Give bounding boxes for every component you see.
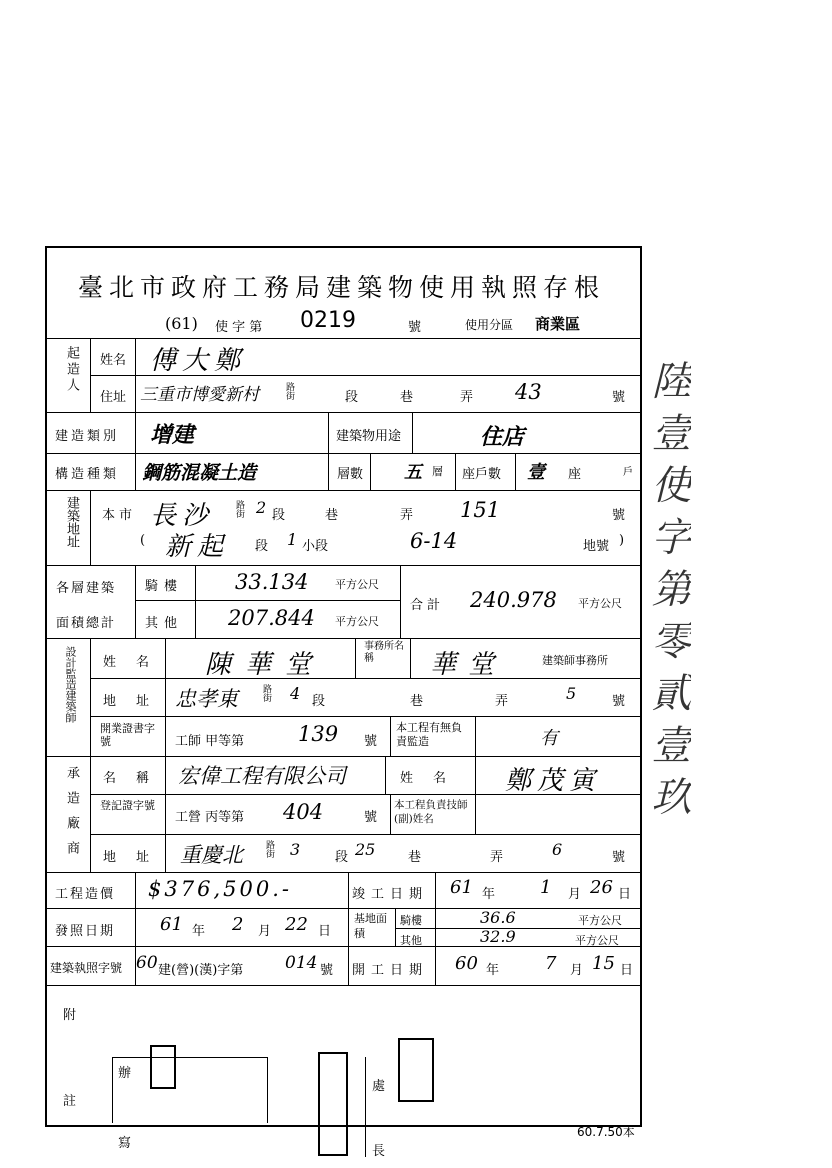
area-arcade-label: 騎樓 [145, 579, 184, 594]
base-other-value: 32.9 [480, 927, 516, 946]
document-title: 臺北市政府工務局建築物使用執照存根 [78, 273, 606, 302]
builder-addr-value: 三重市博愛新村 [140, 385, 259, 405]
start-nian: 年 [486, 963, 500, 978]
cost-value: $376,500.- [148, 877, 292, 901]
col-builder-label [135, 338, 136, 412]
site-lot-open: ( [140, 533, 146, 548]
contractor-reg-prefix: 工營 丙等第 [175, 810, 245, 825]
builder-name-label: 姓名 [100, 353, 127, 368]
base-other-label: 其他 [400, 934, 422, 947]
col-completion-label [348, 872, 349, 908]
site-road-value: 長沙 [150, 501, 215, 531]
designer-office-label: 事務所名稱 [364, 641, 404, 664]
designer-addr-label: 地址 [103, 694, 170, 709]
site-duan: 段 [272, 508, 286, 523]
floors-ceng: 層 [432, 465, 443, 478]
builder-duan: 段 [345, 390, 359, 405]
completion-month: 1 [540, 877, 552, 898]
col-floors-label-2 [370, 453, 371, 490]
issue-day: 22 [285, 914, 308, 935]
col-tech-value [475, 794, 476, 834]
col-start-label [348, 946, 349, 985]
rule-permit-end [45, 985, 640, 986]
col-supervisor-value [475, 716, 476, 756]
area-total-value: 240.978 [470, 588, 557, 612]
site-duan-no: 2 [256, 498, 267, 517]
col-area-total [400, 565, 401, 638]
rule-area-end [45, 638, 640, 639]
col-start-value [435, 946, 436, 985]
site-lot-duan: 段 [255, 539, 269, 554]
designer-xiang: 巷 [410, 694, 424, 709]
stamp-middle [318, 1052, 348, 1156]
contractor-hao: 號 [612, 850, 626, 865]
zone-label: 使用分區 [465, 318, 514, 332]
site-city: 本市 [102, 508, 137, 523]
col-builder-group [90, 338, 91, 412]
designer-duan: 段 [312, 694, 326, 709]
use-value: 住店 [480, 424, 525, 450]
permit-no: 014 [285, 953, 318, 973]
issue-ri: 日 [318, 924, 332, 939]
zone-value: 商業區 [535, 315, 581, 333]
contractor-person-value: 鄭茂寅 [505, 766, 602, 796]
designer-license-no: 139 [298, 722, 339, 746]
col-designer-label [165, 638, 166, 872]
contractor-person-label: 姓名 [400, 771, 467, 786]
col-designer-group [90, 638, 91, 872]
remarks-box-left [112, 1057, 113, 1123]
stamp-right [398, 1038, 434, 1102]
remarks-chu: 處 [372, 1079, 386, 1094]
site-no: 151 [460, 498, 501, 522]
designer-name-label: 姓名 [103, 655, 170, 670]
contractor-xiang-no: 25 [355, 840, 376, 859]
col-area-label [195, 565, 196, 638]
use-label: 建築物用途 [336, 429, 402, 444]
stamp-left [150, 1045, 176, 1089]
category-value: 增建 [150, 422, 195, 448]
site-hao: 號 [612, 508, 626, 523]
completion-year: 61 [450, 877, 473, 898]
builder-name-value: 傅大鄭 [150, 346, 247, 376]
floors-value: 五 [404, 462, 422, 483]
designer-hao: 號 [612, 694, 626, 709]
base-arcade-label: 騎樓 [400, 914, 422, 927]
contractor-road-label: 路街 [264, 840, 274, 858]
site-lot-sub: 1 [287, 530, 298, 549]
site-lot-close: ) [619, 533, 625, 548]
contractor-group-label: 承造廠商 [64, 766, 79, 866]
issue-label: 發照日期 [55, 924, 116, 939]
completion-day: 26 [590, 877, 613, 898]
area-total-unit: 平方公尺 [578, 597, 622, 610]
site-road-label: 路街 [234, 500, 244, 518]
remarks-xie: 寫 [118, 1136, 132, 1151]
col-supervisor-label [390, 716, 391, 756]
remarks-zhu: 註 [63, 1094, 77, 1109]
header-hao: 號 [408, 320, 422, 335]
col-office-value [410, 638, 411, 678]
start-year: 60 [455, 953, 478, 974]
designer-office-suffix: 建築師事務所 [542, 654, 608, 667]
area-group-label-1: 各層建築 [56, 581, 117, 596]
structure-value: 鋼筋混凝土造 [142, 462, 257, 484]
issue-month: 2 [232, 914, 244, 935]
rule-area-mid [135, 600, 400, 601]
remarks-zhang: 長 [372, 1144, 386, 1159]
area-arcade-value: 33.134 [235, 570, 309, 594]
units-hu: 戶 [623, 467, 633, 478]
designer-road-label: 路街 [261, 684, 271, 702]
base-arcade-value: 36.6 [480, 908, 516, 927]
issue-year: 61 [160, 914, 183, 935]
designer-name-value: 陳華堂 [205, 650, 326, 680]
col-person-label [385, 756, 386, 794]
designer-license-hao: 號 [364, 734, 378, 749]
start-yue: 月 [570, 963, 584, 978]
remarks-box-right [267, 1057, 268, 1123]
completion-yue: 月 [568, 887, 582, 902]
completion-ri: 日 [618, 887, 632, 902]
designer-group-label: 設計監造建築師 [64, 646, 77, 723]
permit-word: 建(營)(漢)字第 [158, 963, 244, 978]
units-value: 壹 [527, 462, 545, 483]
rule-base-mid [395, 928, 640, 929]
remarks-fu: 附 [63, 1008, 77, 1023]
site-xiang: 巷 [325, 508, 339, 523]
license-prefix: (61) [165, 314, 198, 333]
area-other-label: 其他 [145, 616, 184, 631]
permit-label: 建築執照字號 [50, 961, 123, 975]
remarks-box-top [112, 1057, 267, 1058]
contractor-reg-hao: 號 [364, 810, 378, 825]
contractor-name-value: 宏偉工程有限公司 [178, 764, 346, 788]
start-label: 開工日期 [352, 963, 429, 978]
completion-label: 竣工日期 [352, 887, 429, 902]
rule-designer-1 [90, 678, 640, 679]
structure-label: 構造種類 [55, 467, 120, 482]
designer-office-value: 華堂 [430, 650, 507, 680]
start-day: 15 [592, 953, 615, 974]
designer-nong: 弄 [495, 694, 509, 709]
license-number: 0219 [300, 308, 356, 333]
rule-contractor-2 [90, 834, 640, 835]
builder-addr-no: 43 [515, 380, 542, 404]
contractor-duan-no: 3 [290, 840, 301, 859]
units-zuo: 座 [568, 467, 582, 482]
contractor-addr-no: 6 [552, 840, 563, 859]
col-tech-label [390, 794, 391, 834]
site-lot-hao: 地號 [583, 539, 610, 554]
col-use-label [328, 412, 329, 490]
cost-label: 工程造價 [55, 887, 116, 902]
contractor-reg-no: 404 [283, 800, 324, 824]
contractor-tech-label: 本工程負責技師(副)姓名 [394, 799, 468, 825]
units-label: 座戶數 [462, 467, 502, 482]
contractor-addr-label: 地址 [103, 850, 170, 865]
builder-nong: 弄 [460, 390, 474, 405]
builder-addr-label: 住址 [100, 390, 127, 405]
designer-license-prefix: 工師 甲等第 [175, 734, 245, 749]
designer-duan-no: 4 [290, 684, 301, 703]
builder-group-label: 起造人 [64, 346, 79, 394]
permit-hao: 號 [320, 963, 334, 978]
area-total-label: 合計 [410, 598, 445, 613]
col-person-value [475, 756, 476, 794]
col-base-sub-2 [435, 908, 436, 946]
site-lot-subduan: 小段 [302, 539, 329, 554]
completion-nian: 年 [482, 887, 496, 902]
contractor-xiang: 巷 [408, 850, 422, 865]
start-month: 7 [545, 953, 557, 974]
remarks-chu-left [365, 1057, 366, 1157]
start-ri: 日 [620, 963, 634, 978]
contractor-duan: 段 [335, 850, 349, 865]
use-word-label: 使 字 第 [215, 320, 263, 335]
form-footnote: 60.7.50本 [577, 1125, 635, 1139]
site-nong: 弄 [400, 508, 414, 523]
area-other-unit: 平方公尺 [335, 615, 379, 628]
site-lot-section: 新起 [165, 532, 230, 562]
base-arcade-unit: 平方公尺 [578, 914, 622, 927]
rule-designer-end [45, 756, 640, 757]
floors-label: 層數 [337, 467, 364, 482]
contractor-reg-label: 登記證字號 [100, 799, 155, 812]
designer-supervisor-value: 有 [540, 728, 558, 749]
area-other-value: 207.844 [228, 606, 315, 630]
contractor-name-label: 名稱 [103, 771, 170, 786]
contractor-nong: 弄 [490, 850, 504, 865]
site-group-label: 建築地址 [64, 496, 79, 548]
col-base-sub [395, 908, 396, 946]
issue-yue: 月 [258, 924, 272, 939]
col-office-label [355, 638, 356, 678]
builder-road-label: 路街 [284, 382, 294, 400]
col-use-label-2 [412, 412, 413, 453]
col-units-label [455, 453, 456, 490]
designer-license-label: 開業證書字號 [100, 722, 155, 748]
designer-addr-no: 5 [566, 684, 577, 703]
col-site-group [90, 490, 91, 565]
builder-xiang: 巷 [400, 390, 414, 405]
base-label: 基地面積 [354, 912, 387, 940]
col-units-label-2 [515, 453, 516, 490]
rule-structure-end [45, 490, 640, 491]
col-area-group [135, 565, 136, 638]
permit-year: 60 [136, 953, 158, 973]
base-other-unit: 平方公尺 [575, 934, 619, 947]
category-label: 建造類別 [55, 429, 120, 444]
margin-handwriting: 陸壹使字第零貳壹玖 [645, 360, 691, 828]
area-arcade-unit: 平方公尺 [335, 578, 379, 591]
builder-hao: 號 [612, 390, 626, 405]
designer-supervisor-label: 本工程有無負責監造 [396, 721, 462, 748]
col-completion-value [435, 872, 436, 908]
contractor-addr-value: 重慶北 [180, 843, 243, 867]
issue-nian: 年 [192, 924, 206, 939]
remarks-ban: 辦 [118, 1066, 132, 1081]
col-category-label [135, 412, 136, 490]
rule-designer-2 [90, 716, 640, 717]
area-group-label-2: 面積總計 [56, 616, 117, 631]
col-base-label [348, 908, 349, 946]
site-lot-no: 6-14 [410, 529, 458, 553]
designer-addr-value: 忠孝東 [175, 687, 238, 711]
